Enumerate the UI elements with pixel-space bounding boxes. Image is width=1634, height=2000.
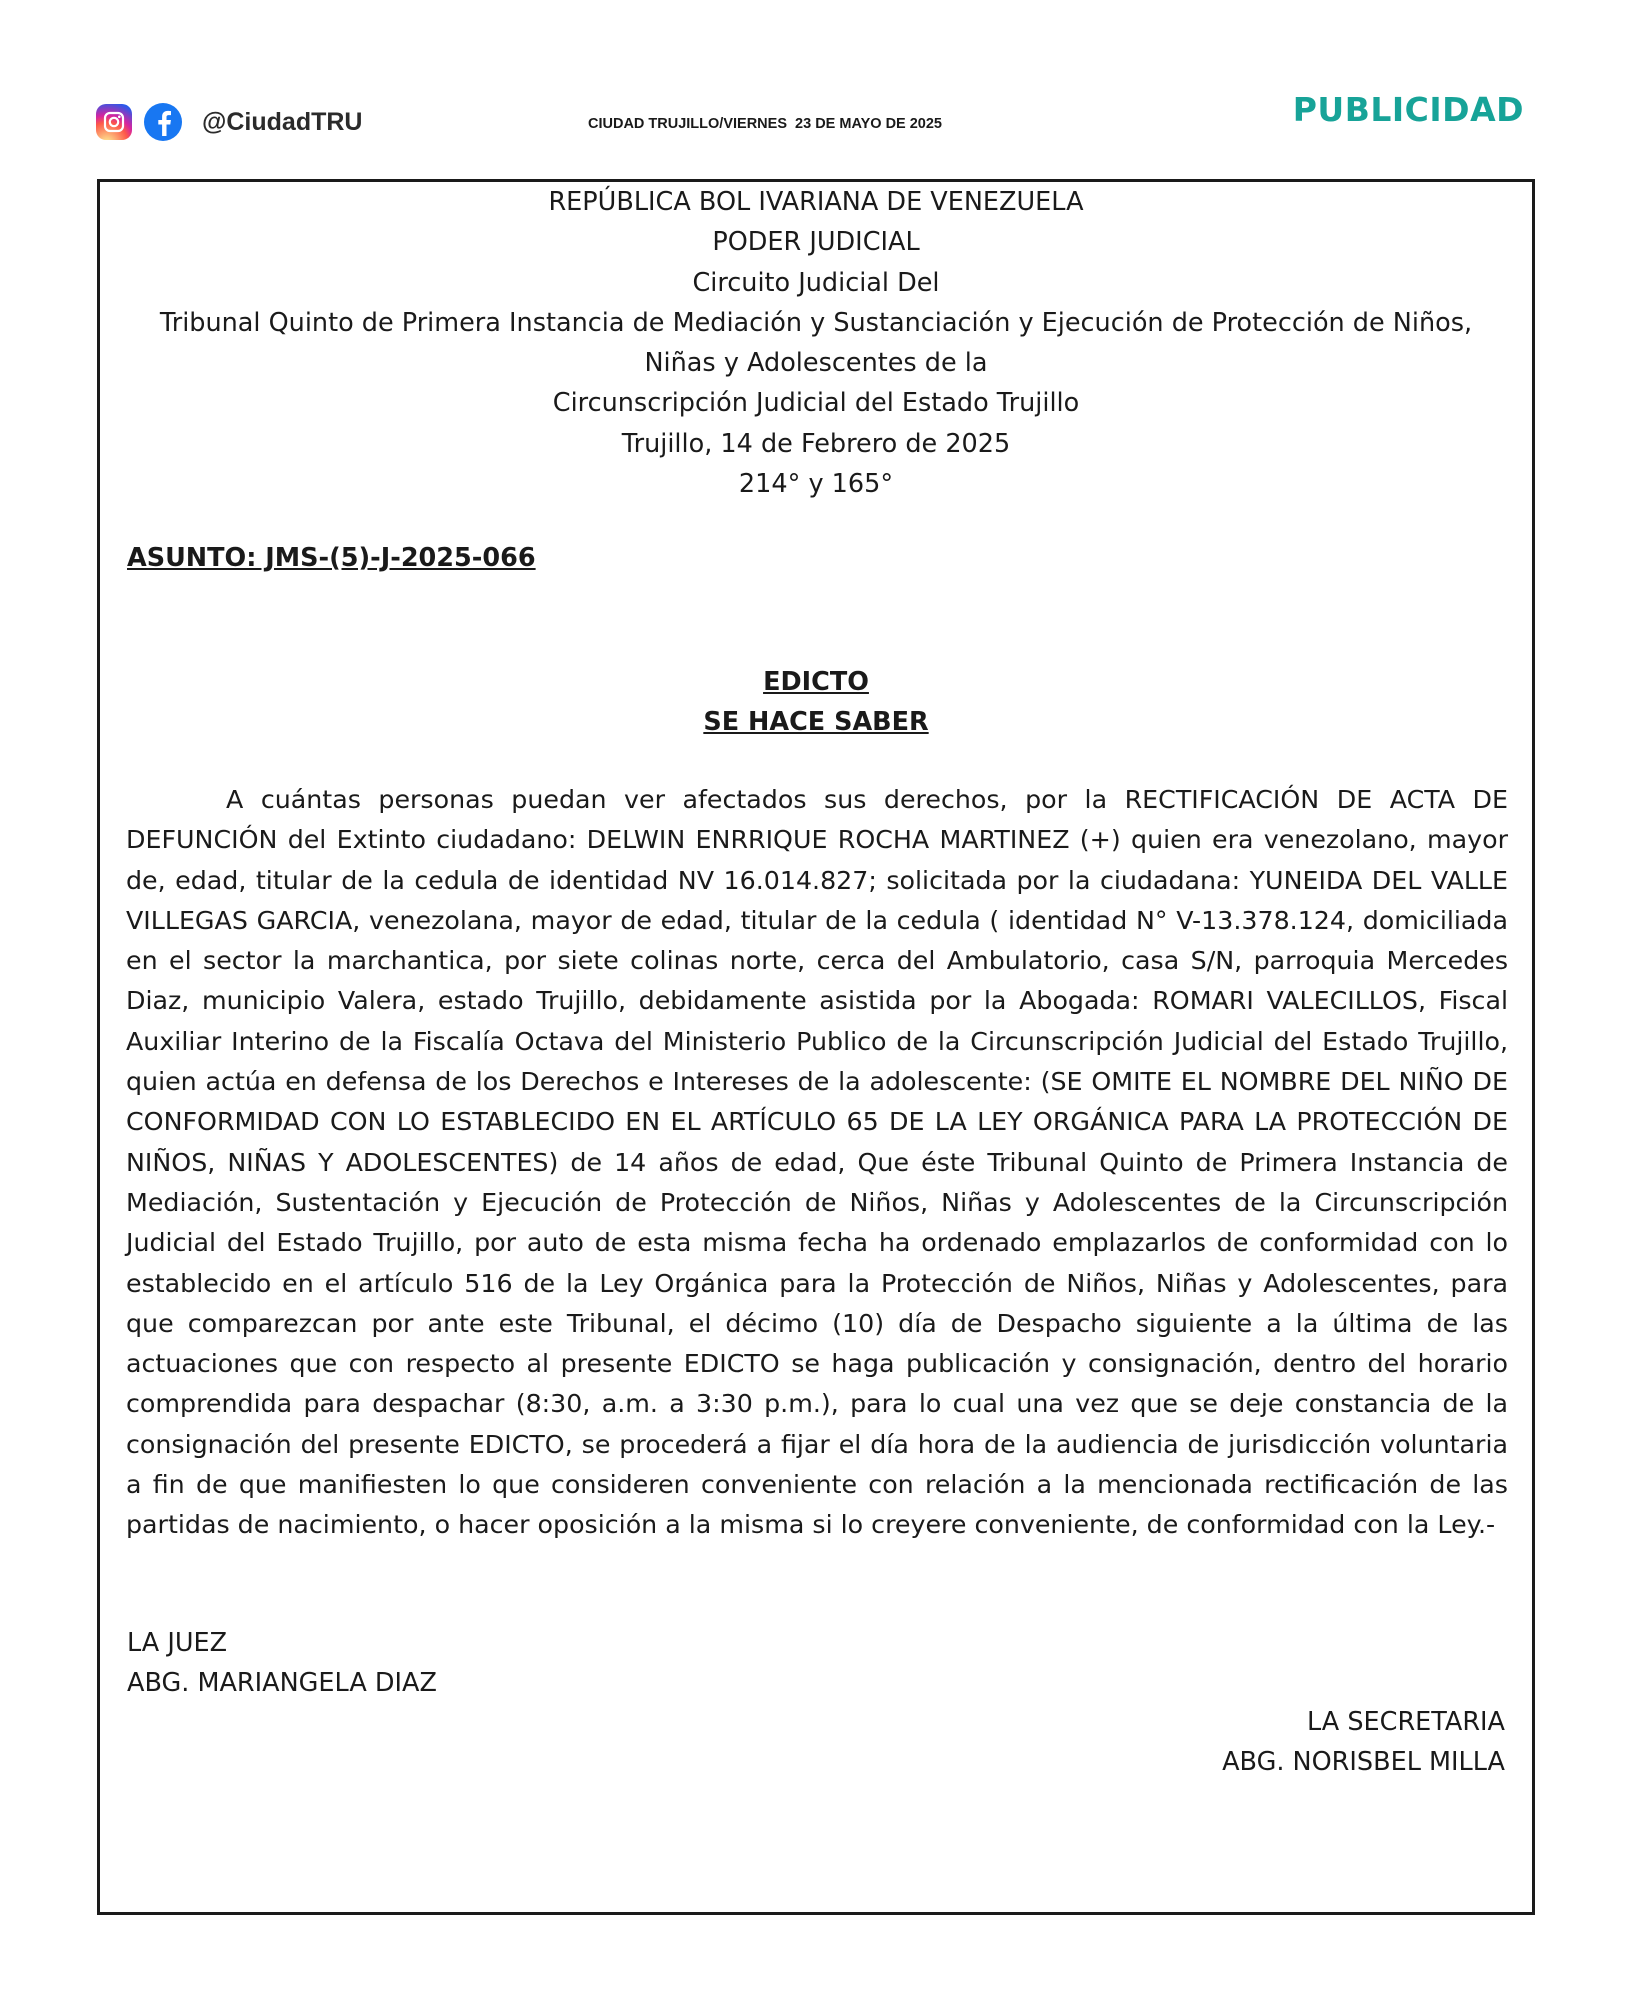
facebook-icon[interactable] — [144, 103, 182, 141]
social-links — [96, 103, 362, 141]
social-handle[interactable]: @CiudadTRU — [202, 107, 363, 136]
notice-body: A cuántas personas puedan ver afectados sus derechos, por la RECTIFICACIÓN DE ACTA DE DEFUNCIÓN del Extinto ciudadano: DELWIN ENRRIQUE ROCHA MARTINEZ (+) quien era venezolano, mayor de, edad, titular de la cedula de identidad NV 16.014.827; solicitada por la ciudadana: YUNEIDA DEL VALLE VILLEGAS GARCIA, venezolana, mayor de edad, titular de la cedula ( identidad N° V-13.378.124, domiciliada en el sector la marchantica, por siete colinas norte, cerca del Ambulatorio, casa S/N, parroquia Mercedes Diaz, municipio Valera, estado Trujillo, debidamente asistida por la Abogada: ROMARI VALECILLOS, Fiscal Auxiliar Interino de la Fiscalía Octava del Ministerio Publico de la Circunscripción Judicial del Estado Trujillo, quien actúa en defensa de los Derechos e Intereses de la adolescente: (SE OMITE EL NOMBRE DEL NIÑO DE CONFORMIDAD CON LO ESTABLECIDO EN EL ARTÍCULO 65 DE LA LEY ORGÁNICA PARA LA PROTECCIÓN DE NIÑOS, NIÑAS Y ADOLESCENTES) de 14 años de edad, Que éste Tribunal Quinto de Primera Instancia de Mediación, Sustentación y Ejecución de Protección de Niños, Niñas y Adolescentes de la Circunscripción Judicial del Estado Trujillo, por auto de esta misma fecha ha ordenado emplazarlos de conformidad con lo establecido en el artículo 516 de la Ley Orgánica para la Protección de Niños, Niñas y Adolescentes, para que comparezcan por ante este Tribunal, el décimo (10) día de Despacho siguiente a la última de las actuaciones que con respecto al presente EDICTO se haga publicación y consignación, dentro del horario comprendida para despachar (8:30, a.m. a 3:30 p.m.), para lo cual una vez que se deje constancia de la consignación del presente EDICTO, se procederá a fijar el día hora de la audiencia de jurisdicción voluntaria a fin de que manifiesten lo que consideren conveniente con relación a la mencionada rectificación de las partidas de nacimiento, o hacer oposición a la misma si lo creyere conveniente, de conformidad con la Ley.- — [126, 785, 1508, 1540]
legal-notice-frame — [97, 179, 1535, 1915]
judge-role: LA JUEZ — [127, 1628, 228, 1658]
heading-line: 214° y 165° — [738, 469, 894, 500]
heading-line: Circuito Judicial Del — [692, 267, 940, 298]
notice-title-block — [100, 662, 1532, 742]
heading-line: Circunscripción Judicial del Estado Trujillo — [552, 388, 1080, 419]
edition-dateline: CIUDAD TRUJILLO/VIERNES 23 DE MAYO DE 2025 — [588, 116, 942, 132]
heading-line: PODER JUDICIAL — [712, 227, 920, 258]
judge-signature — [127, 1623, 437, 1703]
secretary-name: ABG. NORISBEL MILLA — [1222, 1747, 1505, 1777]
notice-subtitle: SE HACE SABER — [703, 707, 929, 737]
heading-line: Tribunal Quinto de Primera Instancia de Mediación y Sustanciación y Ejecución de Protección de Niños, — [159, 307, 1473, 338]
section-label: PUBLICIDAD — [1292, 90, 1524, 129]
secretary-role: LA SECRETARIA — [1307, 1707, 1505, 1737]
instagram-icon[interactable] — [96, 104, 132, 140]
heading-line: REPÚBLICA BOL IVARIANA DE VENEZUELA — [548, 187, 1084, 217]
page-header — [0, 0, 1634, 180]
judge-name: ABG. MARIANGELA DIAZ — [127, 1668, 437, 1698]
case-reference: ASUNTO: JMS-(5)-J-2025-066 — [127, 543, 536, 573]
heading-line: Niñas y Adolescentes de la — [644, 348, 988, 379]
secretary-signature — [1222, 1702, 1505, 1782]
court-heading — [100, 182, 1532, 504]
heading-line: Trujillo, 14 de Febrero de 2025 — [621, 428, 1011, 459]
notice-title: EDICTO — [763, 667, 869, 697]
